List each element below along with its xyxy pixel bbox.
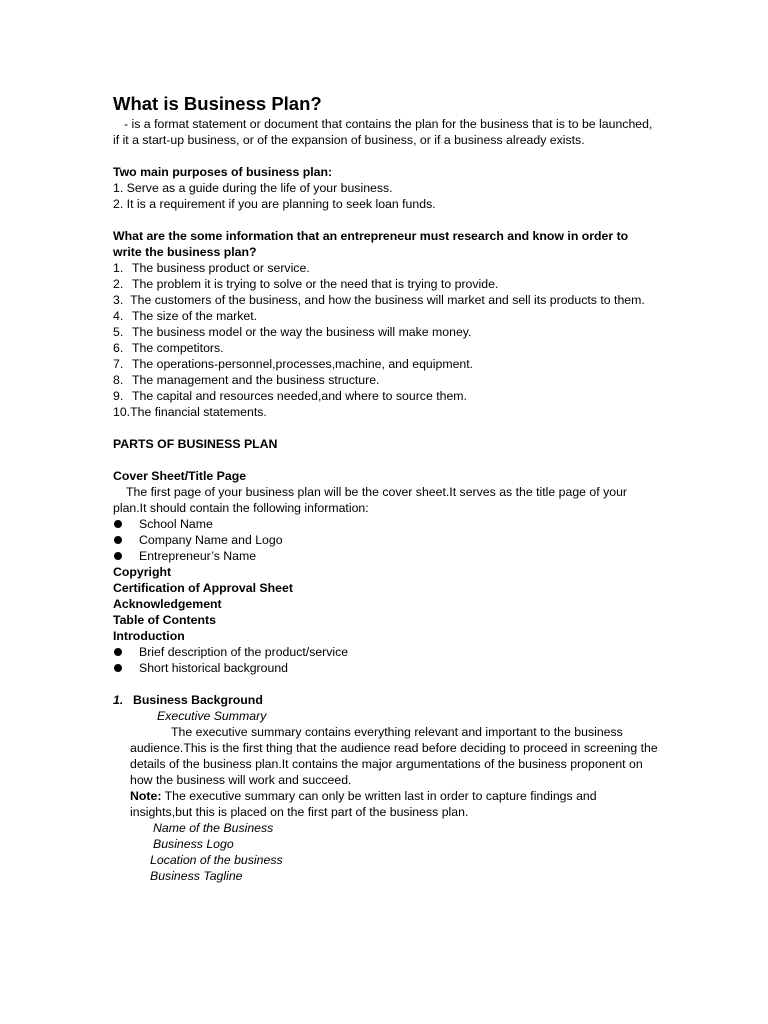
bullet-text: School Name [139, 517, 213, 531]
sub-item: Business Logo [153, 837, 234, 851]
note-label: Note: [130, 789, 162, 803]
list-text: The customers of the business, and how the business will market and sell its products to them. [130, 293, 645, 307]
section-heading-introduction: Introduction [113, 629, 185, 643]
list-number: 4. [113, 309, 124, 323]
list-number: 9. [113, 389, 124, 403]
purpose-item: 1. Serve as a guide during the life of your business. [113, 181, 393, 195]
purposes-heading: Two main purposes of business plan: [113, 165, 333, 179]
bullet-icon [113, 516, 139, 532]
page-title: What is Business Plan? [113, 93, 322, 114]
section-heading-toc: Table of Contents [113, 613, 216, 627]
list-item [113, 308, 658, 324]
bullet-icon [113, 644, 139, 660]
executive-summary-title: Executive Summary [157, 709, 267, 723]
list-text: The management and the business structure. [132, 373, 380, 387]
list-item [113, 356, 658, 372]
list-item [113, 276, 658, 292]
bullet-icon [113, 548, 139, 564]
bullet-text: Company Name and Logo [139, 533, 283, 547]
research-heading: What are the some information that an entrepreneur must research and know in order to write the business plan? [113, 229, 629, 259]
section-heading-certification: Certification of Approval Sheet [113, 581, 293, 595]
bullet-text: Entrepreneur’s Name [139, 549, 257, 563]
executive-summary-text: The executive summary contains everything relevant and important to the business audience.This is the first thing that the audience read before deciding to proceed in screening the details of the business plan.It contains the major argumentations of the business proponent on how the business will work and succeed. [130, 725, 658, 787]
list-item [113, 340, 658, 356]
list-text: The business product or service. [132, 261, 310, 275]
list-text: The financial statements. [130, 405, 267, 419]
bullet-item [113, 660, 658, 676]
list-number: 5. [113, 325, 124, 339]
bullet-text: Brief description of the product/service [139, 645, 349, 659]
section-heading-copyright: Copyright [113, 565, 172, 579]
definition-body: - is a format statement or document that contains the plan for the business that is to be launched, if it a start-up business, or of the expansion of business, or if a business already exists. [113, 117, 653, 147]
list-item [113, 372, 658, 388]
list-text: The competitors. [132, 341, 224, 355]
list-item [113, 260, 658, 276]
cover-heading: Cover Sheet/Title Page [113, 469, 247, 483]
list-text: The business model or the way the business will make money. [132, 325, 472, 339]
sub-item: Location of the business [150, 853, 283, 867]
list-number: 10. [113, 405, 131, 419]
list-number: 2. [113, 277, 124, 291]
cover-text: The first page of your business plan will be the cover sheet.It serves as the title page of your plan.It should contain the following information: [113, 485, 628, 515]
list-number: 6. [113, 341, 124, 355]
section-1-heading [113, 692, 658, 708]
bullet-item [113, 516, 658, 532]
note-text: The executive summary can only be written last in order to capture findings and insights,but this is placed on the first part of the business plan. [130, 789, 597, 819]
list-item [113, 388, 658, 404]
list-item [113, 404, 658, 420]
list-text: The size of the market. [132, 309, 258, 323]
section-heading-acknowledgement: Acknowledgement [113, 597, 222, 611]
parts-heading: PARTS OF BUSINESS PLAN [113, 437, 278, 451]
list-number: 8. [113, 373, 124, 387]
bullet-item [113, 548, 658, 564]
bullet-text: Short historical background [139, 661, 289, 675]
list-text: The problem it is trying to solve or the need that is trying to provide. [132, 277, 499, 291]
sub-item: Name of the Business [153, 821, 274, 835]
section-title: Business Background [133, 693, 263, 707]
purpose-item: 2. It is a requirement if you are planning to seek loan funds. [113, 197, 436, 211]
note-paragraph [113, 788, 658, 820]
list-text: The operations-personnel,processes,machine, and equipment. [132, 357, 474, 371]
sub-item: Business Tagline [150, 869, 243, 883]
list-number: 7. [113, 357, 124, 371]
list-item [113, 324, 658, 340]
list-text: The capital and resources needed,and where to source them. [132, 389, 467, 403]
bullet-icon [113, 532, 139, 548]
list-number: 1. [113, 261, 124, 275]
list-item [113, 292, 658, 308]
bullet-item [113, 644, 658, 660]
bullet-icon [113, 660, 139, 676]
bullet-item [113, 532, 658, 548]
document-page [113, 92, 658, 884]
list-number: 3. [113, 293, 124, 307]
definition-text [113, 116, 658, 148]
section-number: 1. [113, 693, 124, 707]
